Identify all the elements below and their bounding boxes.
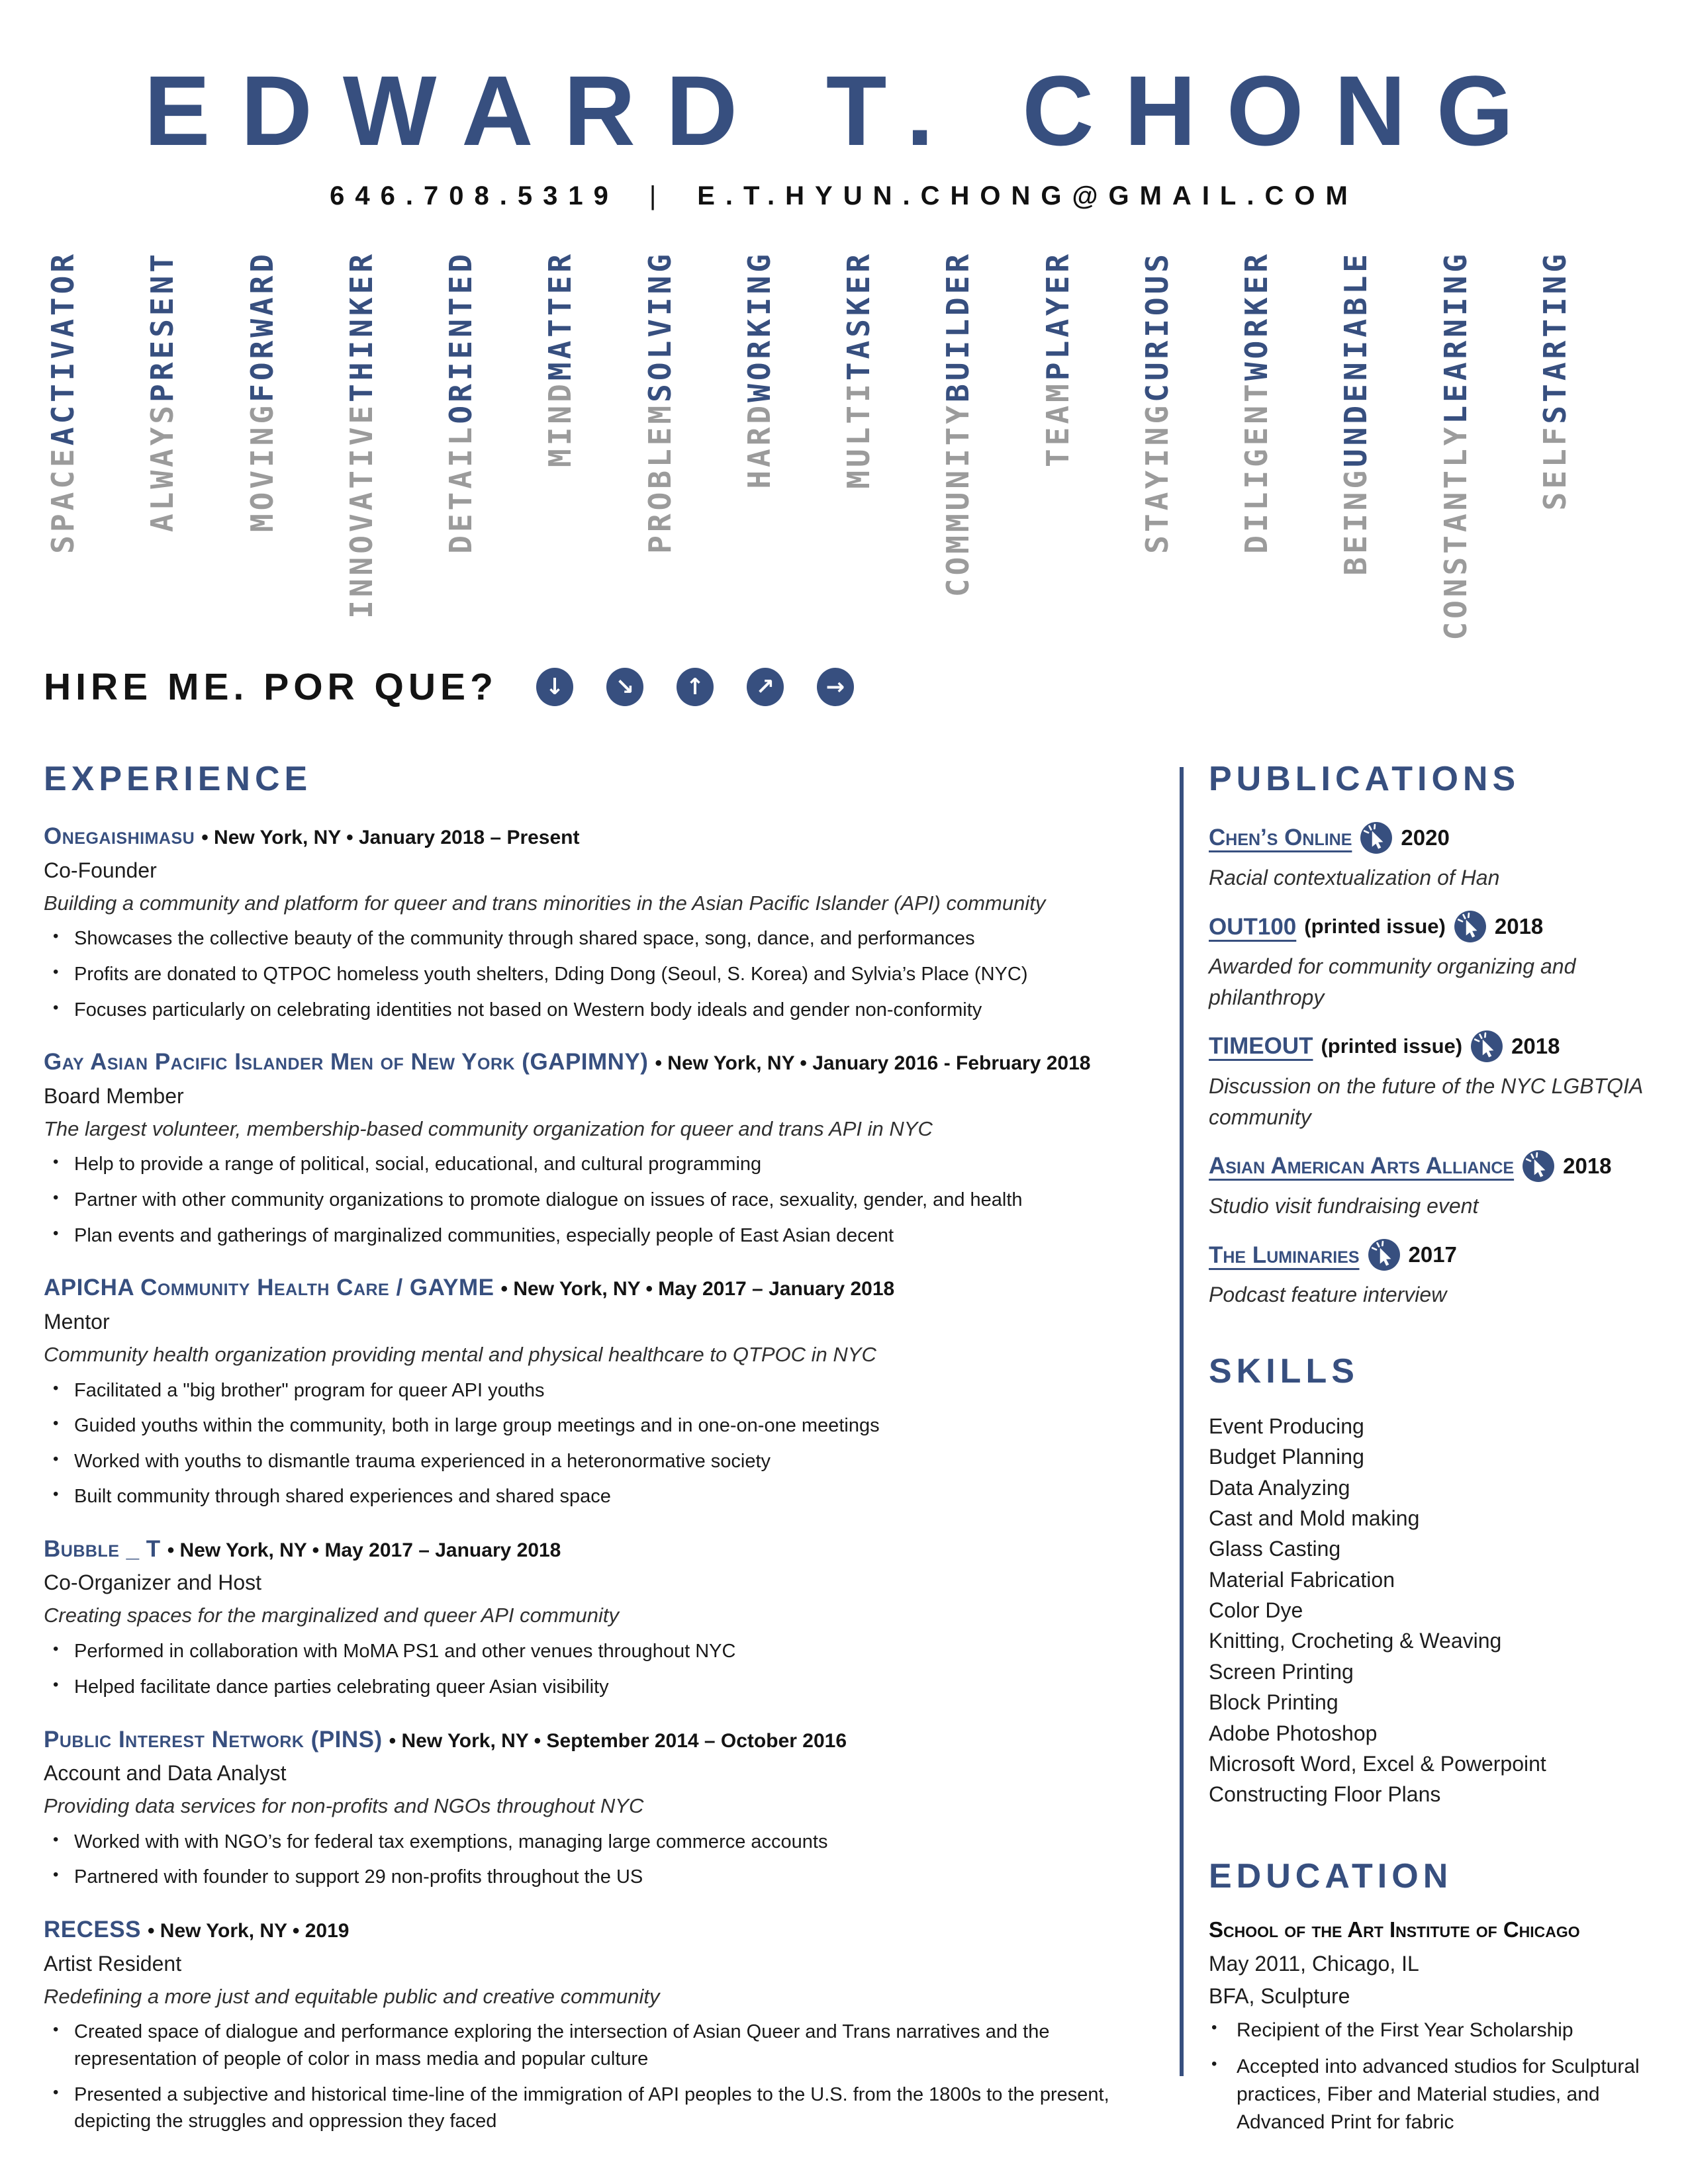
- org-location-dates: • New York, NY • January 2016 - February 2018: [655, 1052, 1091, 1075]
- role-title: Artist Resident: [44, 1951, 182, 1976]
- trait-word-blue: LEARNING: [1437, 251, 1474, 424]
- trait-word-gray: MULTI: [841, 381, 877, 489]
- trait-word-blue: TASKER: [841, 251, 877, 381]
- trait-word-gray: PROBLEM: [641, 402, 678, 554]
- publication-year: 2018: [1511, 1033, 1560, 1058]
- skill-item: Material Fabrication: [1209, 1567, 1395, 1592]
- school-name: School of the Art Institute of Chicago: [1209, 1917, 1580, 1942]
- experience-entry: [44, 821, 1154, 1023]
- trait-word-gray: HARD: [741, 402, 777, 489]
- bullet-glyph: •: [53, 1449, 59, 1468]
- cursor-click-icon: [1454, 910, 1487, 943]
- trait-word: [443, 251, 479, 554]
- org-name: Gay Asian Pacific Islander Men of New York (GAPIMNY): [44, 1049, 649, 1075]
- arrow-down-right-icon: ↘: [606, 668, 643, 706]
- tagline-text: HIRE ME. POR QUE?: [44, 666, 498, 708]
- bullet-list: [44, 1638, 1154, 1700]
- org-location-dates: • New York, NY • May 2017 – January 2018: [500, 1278, 895, 1300]
- org-line: [44, 821, 1154, 852]
- bullet-glyph: •: [53, 1379, 59, 1397]
- trait-word: [144, 251, 181, 533]
- role-title: Account and Data Analyst: [44, 1761, 287, 1785]
- trait-word: [940, 251, 976, 598]
- bullet-item: [44, 1222, 1154, 1250]
- bullet-glyph: •: [53, 1189, 59, 1207]
- publication-line: [1209, 1238, 1647, 1271]
- trait-word: [45, 251, 81, 554]
- org-location-dates: • New York, NY • September 2014 – October 2016: [389, 1729, 847, 1752]
- skill-item: Cast and Mold making: [1209, 1506, 1420, 1530]
- trait-word-blue: CURIOUS: [1139, 251, 1175, 402]
- publication-link[interactable]: OUT100: [1209, 913, 1297, 940]
- bullet-item: [44, 2019, 1154, 2072]
- org-summary: Providing data services for non-profits and NGOs throughout NYC: [44, 1794, 644, 1817]
- bullet-item: [44, 1377, 1154, 1404]
- bullet-text: Facilitated a "big brother" program for queer API youths: [74, 1379, 545, 1401]
- two-column-area: [44, 759, 1647, 2159]
- org-summary: Community health organization providing mental and physical healthcare to QTPOC in NYC: [44, 1342, 876, 1366]
- publication-link[interactable]: Chen’s Online: [1209, 825, 1352, 851]
- experience-heading: EXPERIENCE: [44, 760, 312, 798]
- publication-line: [1209, 1150, 1647, 1183]
- trait-word-gray: CONSTANTLY: [1437, 424, 1474, 641]
- education-bullet-list: [1209, 2017, 1647, 2136]
- publication-entry: [1209, 821, 1647, 893]
- org-name: Onegaishimasu: [44, 823, 195, 849]
- trait-word-blue: STARTING: [1536, 251, 1573, 424]
- bullet-glyph: •: [1211, 2054, 1217, 2073]
- bullet-text: Built community through shared experiences and shared space: [74, 1486, 611, 1508]
- publication-year: 2018: [1563, 1153, 1612, 1178]
- bullet-item: [44, 1412, 1154, 1439]
- bullet-item: [1209, 2017, 1647, 2044]
- trait-word: [1239, 251, 1275, 554]
- publication-suffix: (printed issue): [1321, 1034, 1463, 1058]
- org-summary: Redefining a more just and equitable public and creative community: [44, 1984, 660, 2008]
- skill-item: Constructing Floor Plans: [1209, 1782, 1441, 1807]
- publication-description: Podcast feature interview: [1209, 1283, 1447, 1307]
- bullet-text: Plan events and gatherings of marginalized communities, especially people of East Asian decent: [74, 1224, 894, 1246]
- org-location-dates: • New York, NY • January 2018 – Present: [201, 827, 580, 848]
- arrow-up-icon: ↑: [677, 668, 714, 706]
- trait-word-gray: ALWAYS: [144, 402, 181, 533]
- trait-word-blue: BUILDER: [940, 251, 976, 402]
- bullet-item: [44, 1829, 1154, 1856]
- contact-line: [0, 181, 1688, 211]
- publication-description: Studio visit fundraising event: [1209, 1193, 1479, 1218]
- bullet-glyph: •: [53, 2021, 59, 2039]
- trait-word-blue: SOLVING: [641, 251, 678, 402]
- bullet-glyph: •: [53, 1866, 59, 1884]
- bullet-text: Focuses particularly on celebrating identities not based on Western body ideals and gender non-conformity: [74, 999, 982, 1021]
- email-address[interactable]: E.T.HYUN.CHONG@GMAIL.COM: [697, 181, 1358, 210]
- bullet-item: [1209, 2053, 1647, 2136]
- bullet-text: Recipient of the First Year Scholarship: [1237, 2019, 1573, 2041]
- bullet-glyph: •: [53, 1153, 59, 1171]
- trait-word-gray: BEING: [1338, 467, 1374, 576]
- org-location-dates: • New York, NY • May 2017 – January 2018: [167, 1539, 561, 1561]
- bullet-glyph: •: [53, 1414, 59, 1433]
- trait-word-blue: WORKING: [741, 251, 777, 402]
- experience-entry: [44, 1534, 1154, 1701]
- bullet-text: Profits are donated to QTPOC homeless youth shelters, Dding Dong (Seoul, S. Korea) and Sylvia’s Place (NYC): [74, 963, 1028, 985]
- bullet-item: [44, 1151, 1154, 1178]
- bullet-glyph: •: [53, 1830, 59, 1848]
- trait-word-gray: DETAIL: [443, 424, 479, 554]
- skill-item: Knitting, Crocheting & Weaving: [1209, 1629, 1502, 1653]
- publication-suffix: (printed issue): [1304, 915, 1446, 938]
- bullet-text: Partnered with founder to support 29 non-profits throughout the US: [74, 1866, 643, 1888]
- publication-entry: [1209, 1150, 1647, 1221]
- trait-word-gray: SELF: [1536, 424, 1573, 511]
- experience-section: [44, 759, 1154, 2159]
- arrow-right-icon: →: [817, 668, 854, 706]
- bullet-glyph: •: [53, 1675, 59, 1694]
- trait-word: [1039, 251, 1076, 467]
- experience-entry: [44, 1915, 1154, 2135]
- publication-year: 2018: [1494, 913, 1544, 938]
- publication-link[interactable]: Asian American Arts Alliance: [1209, 1153, 1515, 1179]
- trait-word-blue: ACTIVATOR: [45, 251, 81, 446]
- publication-link[interactable]: The Luminaries: [1209, 1242, 1360, 1268]
- bullet-glyph: •: [53, 1485, 59, 1504]
- role-title: Mentor: [44, 1309, 110, 1334]
- bullet-item: [44, 1483, 1154, 1510]
- trait-word-gray: MIND: [542, 381, 579, 467]
- trait-word-blue: UNDENIABLE: [1338, 251, 1374, 467]
- skill-item: Data Analyzing: [1209, 1475, 1350, 1500]
- org-name: Bubble _ T: [44, 1535, 161, 1562]
- org-line: [44, 1534, 1154, 1565]
- trait-word-blue: THINKER: [343, 251, 379, 402]
- bullet-text: Guided youths within the community, both in large group meetings and in one-on-one meetings: [74, 1415, 880, 1437]
- skill-item: Block Printing: [1209, 1690, 1338, 1715]
- skill-item: Adobe Photoshop: [1209, 1721, 1378, 1745]
- trait-word: [1437, 251, 1474, 641]
- publication-year: 2017: [1408, 1242, 1457, 1267]
- contact-separator: |: [649, 181, 667, 210]
- trait-word: [641, 251, 678, 554]
- bullet-item: [44, 1864, 1154, 1891]
- bullet-list: [44, 1151, 1154, 1249]
- education-heading: EDUCATION: [1209, 1856, 1453, 1895]
- org-line: [44, 1273, 1154, 1303]
- org-summary: Building a community and platform for queer and trans minorities in the Asian Pacific Islander (API) community: [44, 891, 1046, 915]
- cursor-click-icon: [1368, 1238, 1401, 1271]
- trait-word: [1139, 251, 1175, 554]
- bullet-text: Presented a subjective and historical time-line of the immigration of API peoples to the U.S. from the 1800s to the present, depicting the struggles and oppression they faced: [74, 2083, 1109, 2132]
- bullet-text: Accepted into advanced studios for Sculptural practices, Fiber and Material studies, and Advanced Print for fabric: [1237, 2055, 1640, 2133]
- bullet-glyph: •: [53, 998, 59, 1017]
- education-date-location: May 2011, Chicago, IL: [1209, 1951, 1419, 1976]
- trait-word: [343, 251, 379, 619]
- bullet-list: [44, 1829, 1154, 1891]
- cursor-click-icon: [1360, 821, 1393, 854]
- trait-word-blue: PRESENT: [144, 251, 181, 402]
- bullet-list: [44, 2019, 1154, 2134]
- right-column: [1209, 759, 1647, 2136]
- trait-word-gray: SPACE: [45, 445, 81, 554]
- cursor-click-icon: [1522, 1150, 1555, 1183]
- bullet-glyph: •: [53, 962, 59, 981]
- tagline-row: [44, 665, 1688, 709]
- publication-description: Discussion on the future of the NYC LGBTQIA community: [1209, 1074, 1643, 1129]
- bullet-item: [44, 925, 1154, 952]
- bullet-text: Created space of dialogue and performance exploring the intersection of Asian Queer and Trans narratives and the representation of people of color in mass media and popular culture: [74, 2021, 1050, 2070]
- bullet-item: [44, 1638, 1154, 1665]
- column-divider: [1180, 767, 1184, 2076]
- publication-year: 2020: [1401, 825, 1450, 850]
- trait-word: [741, 251, 777, 489]
- bullet-text: Helped facilitate dance parties celebrating queer Asian visibility: [74, 1676, 609, 1698]
- bullet-list: [44, 925, 1154, 1023]
- arrow-up-right-icon: ↗: [747, 668, 784, 706]
- publication-entry: [1209, 910, 1647, 1013]
- org-name: Public Interest Network (PINS): [44, 1726, 383, 1752]
- trait-word-blue: ORIENTED: [443, 251, 479, 424]
- publication-entry: [1209, 1238, 1647, 1310]
- experience-entry: [44, 1273, 1154, 1510]
- arrow-down-icon: ↓: [536, 668, 573, 706]
- trait-word-blue: WORKER: [1239, 251, 1275, 381]
- bullet-glyph: •: [53, 1224, 59, 1242]
- bullet-glyph: •: [53, 2083, 59, 2101]
- cursor-click-icon: [1470, 1030, 1503, 1063]
- trait-word: [1338, 251, 1374, 576]
- bullet-text: Help to provide a range of political, social, educational, and cultural programming: [74, 1154, 762, 1175]
- traits-band: [45, 251, 1573, 648]
- bullet-text: Showcases the collective beauty of the community through shared space, song, dance, and performances: [74, 928, 975, 950]
- bullet-glyph: •: [53, 927, 59, 946]
- org-name: APICHA Community Health Care / GAYME: [44, 1275, 494, 1301]
- bullet-text: Partner with other community organizations to promote dialogue on issues of race, sexuality, gender, and health: [74, 1189, 1023, 1211]
- bullet-item: [44, 997, 1154, 1024]
- trait-word-gray: DILIGENT: [1239, 381, 1275, 554]
- trait-word-gray: MOVING: [244, 402, 280, 533]
- publication-link[interactable]: TIMEOUT: [1209, 1033, 1313, 1060]
- trait-word: [542, 251, 579, 467]
- bullet-glyph: •: [53, 1640, 59, 1659]
- bullet-list: [44, 1377, 1154, 1510]
- role-title: Co-Founder: [44, 858, 157, 882]
- bullet-item: [44, 1674, 1154, 1701]
- publications-heading: PUBLICATIONS: [1209, 760, 1521, 798]
- bullet-text: Worked with youths to dismantle trauma experienced in a heteronormative society: [74, 1450, 771, 1472]
- bullet-item: [44, 961, 1154, 988]
- trait-word: [841, 251, 877, 489]
- skill-item: Budget Planning: [1209, 1445, 1364, 1469]
- bullet-item: [44, 1187, 1154, 1214]
- publication-description: Awarded for community organizing and philanthropy: [1209, 954, 1576, 1009]
- publication-description: Racial contextualization of Han: [1209, 866, 1500, 889]
- org-summary: The largest volunteer, membership-based community organization for queer and trans API in NYC: [44, 1116, 933, 1140]
- trait-word-blue: MATTER: [542, 251, 579, 381]
- skills-heading: SKILLS: [1209, 1351, 1359, 1390]
- arrow-icons: [536, 668, 854, 706]
- org-line: [44, 1915, 1154, 1945]
- trait-word-blue: FORWARD: [244, 251, 280, 402]
- skill-item: Screen Printing: [1209, 1659, 1354, 1684]
- experience-entry: [44, 1047, 1154, 1249]
- skill-item: Event Producing: [1209, 1414, 1364, 1438]
- publication-entry: [1209, 1030, 1647, 1132]
- page-title: EDWARD T. CHONG: [144, 55, 1544, 166]
- skill-item: Glass Casting: [1209, 1537, 1341, 1561]
- org-line: [44, 1725, 1154, 1755]
- bullet-text: Performed in collaboration with MoMA PS1 and other venues throughout NYC: [74, 1641, 736, 1662]
- skill-item: Microsoft Word, Excel & Powerpoint: [1209, 1752, 1546, 1776]
- role-title: Board Member: [44, 1083, 184, 1108]
- publication-line: [1209, 821, 1647, 854]
- bullet-text: Worked with with NGO’s for federal tax exemptions, managing large commerce accounts: [74, 1831, 828, 1852]
- publication-line: [1209, 1030, 1647, 1063]
- org-name: RECESS: [44, 1917, 141, 1943]
- education-degree: BFA, Sculpture: [1209, 1983, 1350, 2008]
- bullet-item: [44, 1448, 1154, 1475]
- bullet-item: [44, 2081, 1154, 2135]
- trait-word-blue: PLAYER: [1039, 251, 1076, 381]
- role-title: Co-Organizer and Host: [44, 1570, 262, 1595]
- org-summary: Creating spaces for the marginalized and queer API community: [44, 1604, 620, 1627]
- publication-line: [1209, 910, 1647, 943]
- trait-word: [1536, 251, 1573, 511]
- skill-item: Color Dye: [1209, 1598, 1303, 1623]
- trait-word-gray: COMMUNITY: [940, 402, 976, 598]
- trait-word: [244, 251, 280, 533]
- trait-word-gray: TEAM: [1039, 381, 1076, 467]
- org-location-dates: • New York, NY • 2019: [147, 1920, 350, 1942]
- experience-entry: [44, 1725, 1154, 1891]
- phone-number: 646.708.5319: [330, 181, 619, 210]
- trait-word-gray: STAYING: [1139, 402, 1175, 554]
- trait-word-gray: INNOVATIVE: [343, 402, 379, 619]
- bullet-glyph: •: [1211, 2018, 1217, 2036]
- org-line: [44, 1047, 1154, 1077]
